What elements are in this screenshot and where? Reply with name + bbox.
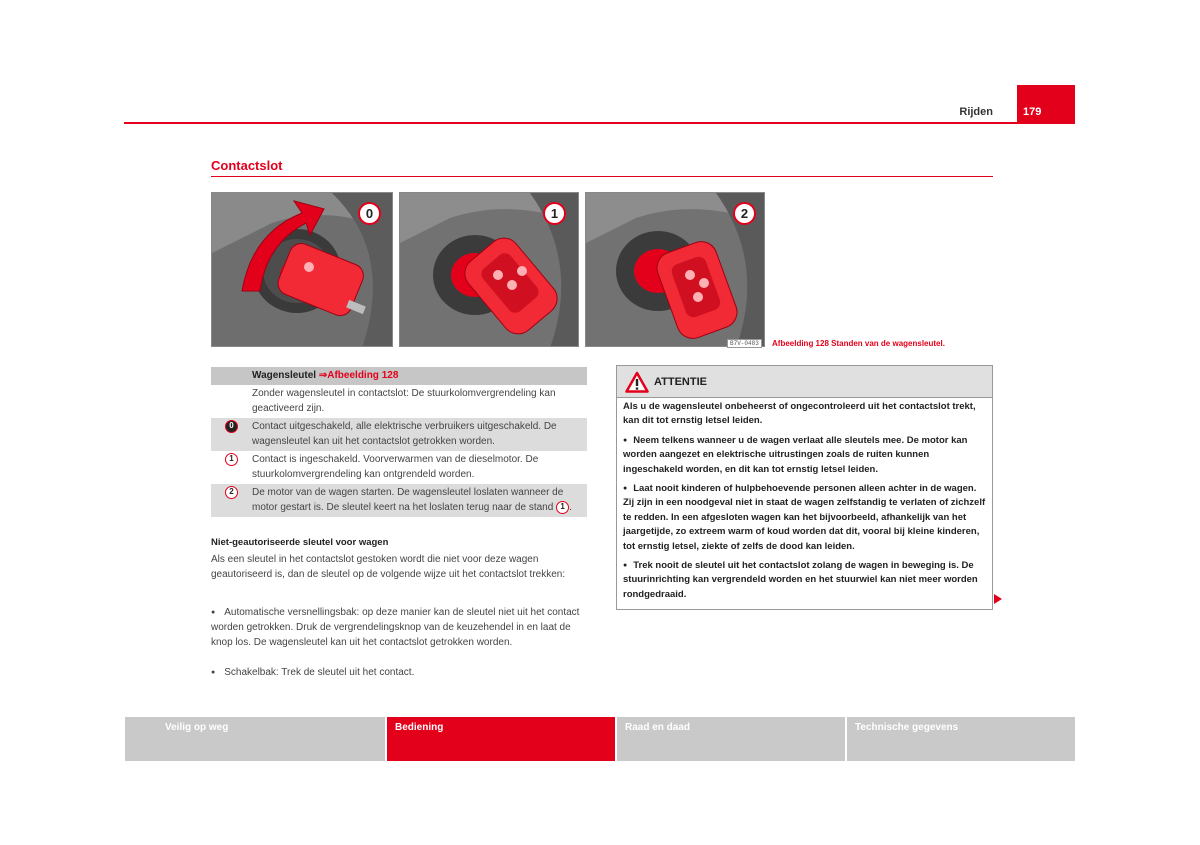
warning-header [617, 366, 992, 398]
table-header-row [211, 367, 587, 385]
subheading: Niet-geautoriseerde sleutel voor wagen [211, 537, 389, 548]
warning-title: ATTENTIE [654, 376, 707, 388]
figure-reference-link[interactable]: ⇒Afbeelding 128 [318, 370, 399, 381]
warning-point: ● Laat nooit kinderen of hulpbehoevende personen alleen achter in de wagen. Zij zijn in een noodgeval niet in staat de wagen zelfstandig te verlaten of zichzelf te redden. In een afgesloten wagen kan het bijvoorbeeld, afhankelijk van het jaargetijde, zo extreem warm of koud worden dat dit, vooral bij kleine kinderen, tot ernstig letsel, ziekte of zelfs de dood kan leiden. [623, 482, 986, 554]
intro-paragraph: Als een sleutel in het contactslot gestoken wordt die niet voor deze wagen geautoriseerd is, dan de sleutel op de volgende wijze uit het contactslot trekken: [211, 554, 566, 580]
section-title: Contactslot [211, 158, 283, 173]
position-badge-0: 0 [358, 202, 381, 225]
figure-code: B7V-0483 [727, 339, 762, 348]
continue-arrow-icon [994, 594, 1002, 604]
figure-panel-on [399, 192, 579, 347]
key-positions-table [211, 367, 587, 517]
table-row-text: De motor van de wagen starten. De wagensleutel loslaten wanneer de motor gestart is. De sleutel keert na het loslaten terug naar de stand [252, 487, 564, 513]
chapter-title: Rijden [959, 106, 993, 118]
table-header: Wagensleutel [252, 370, 317, 381]
warning-intro: Als u de wagensleutel onbeheerst of ongecontroleerd uit het contactslot trekt, kan dit tot ernstig letsel leiden. [623, 401, 976, 427]
footer-tab-veilig-op-weg[interactable]: Veilig op weg [125, 717, 387, 761]
warning-box [616, 365, 993, 610]
bullet-item-automatic: ● Automatische versnellingsbak: op deze manier kan de sleutel niet uit het contact worden getrokken. Druk de vergrendelingsknop van de keuzehendel in en laat de knop los. De wagensleutel kan uit het contactslot getrokken worden. [211, 605, 587, 650]
footer-tab-raad-en-daad[interactable]: Raad en daad [617, 717, 847, 761]
position-1-symbol: 1 [225, 453, 238, 466]
warning-point: ● Neem telkens wanneer u de wagen verlaat alle sleutels mee. De motor kan worden aangezet en elektrische uitrustingen zoals de ruiten kunnen ingeschakeld worden, en dit kan tot ernstig letsel leiden. [623, 434, 986, 477]
position-1-inline-symbol: 1 [556, 501, 569, 514]
position-2-symbol: 2 [225, 486, 238, 499]
footer-nav [125, 717, 1075, 761]
page-number: 179 [1017, 85, 1075, 124]
title-rule [211, 176, 993, 177]
table-row [211, 484, 587, 517]
table-row-text: Contact is ingeschakeld. Voorverwarmen van de dieselmotor. De stuurkolomvergrendeling kan ontgrendeld worden. [252, 454, 539, 480]
warning-body [617, 398, 992, 602]
table-row [211, 418, 587, 451]
figure-caption: Afbeelding 128 Standen van de wagensleutel. [772, 339, 945, 348]
position-badge-1: 1 [543, 202, 566, 225]
figure-panel-start [585, 192, 765, 347]
table-row [211, 451, 587, 484]
footer-tab-bediening[interactable]: Bediening [387, 717, 617, 761]
position-0-symbol: 0 [225, 420, 238, 433]
header-rule [124, 122, 1075, 124]
table-row-text: Zonder wagensleutel in contactslot: De stuurkolomvergrendeling kan geactiveerd zijn. [252, 388, 556, 414]
table-row-suffix: . [569, 502, 572, 513]
bullet-item-manual: ● Schakelbak: Trek de sleutel uit het contact. [211, 665, 587, 680]
position-badge-2: 2 [733, 202, 756, 225]
table-row [211, 385, 587, 418]
table-row-text: Contact uitgeschakeld, alle elektrische verbruikers uitgeschakeld. De wagensleutel kan uit het contactslot getrokken worden. [252, 418, 587, 451]
figure-panel-off [211, 192, 393, 347]
warning-triangle-icon [625, 371, 649, 393]
footer-tab-technische-gegevens[interactable]: Technische gegevens [847, 717, 1075, 761]
warning-point: ● Trek nooit de sleutel uit het contactslot zolang de wagen in beweging is. De stuurinrichting kan vergrendeld worden en het stuurwiel kan niet meer worden rondgedraaid. [623, 559, 986, 602]
